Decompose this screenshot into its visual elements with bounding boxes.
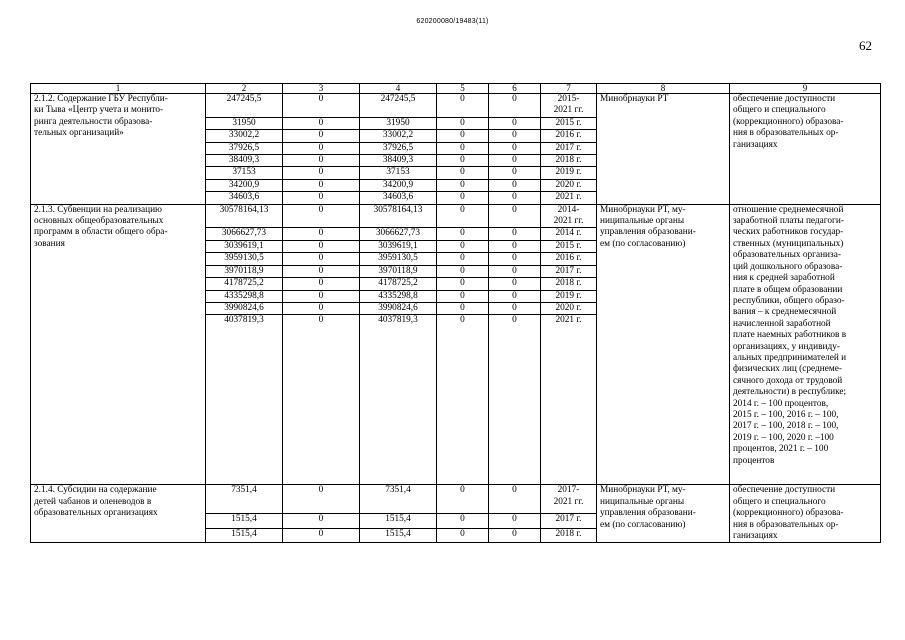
period-line: 2017 г.	[555, 513, 582, 524]
result-line: общего и специального	[733, 496, 826, 507]
value-cell-c5: 0	[437, 228, 489, 240]
value-cell-c3: 0	[283, 240, 360, 252]
value-cell-c5: 0	[437, 130, 489, 142]
value-cell-c4: 3990824,6	[360, 302, 437, 314]
value-cell-c5: 0	[437, 192, 489, 204]
value-cell-c6: 0	[489, 278, 541, 290]
result-line: (коррекционного) образова-	[733, 116, 844, 127]
header-cell-4: 4	[360, 84, 437, 94]
value-cell-c6: 0	[489, 265, 541, 277]
value-cell-c2: 33002,2	[206, 130, 283, 142]
item-title-line: тельных организаций»	[34, 128, 124, 139]
value-cell-c3: 0	[283, 192, 360, 204]
value-cell-c2: 3039619,1	[206, 240, 283, 252]
value-cell-c6: 0	[489, 228, 541, 240]
value-cell-c3: 0	[283, 290, 360, 302]
period-line: 2014 г.	[555, 228, 582, 239]
value-cell-c2: 30578164,13	[206, 204, 283, 228]
value-cell-c4: 247245,5	[360, 94, 437, 118]
item-title-line: 2.1.2. Содержание ГБУ Республи-	[34, 94, 168, 104]
value-cell-c4: 3970118,9	[360, 265, 437, 277]
page-number: 62	[859, 38, 872, 53]
header-cell-3: 3	[283, 84, 360, 94]
period-cell	[541, 528, 597, 543]
period-cell	[541, 155, 597, 167]
result-line: ганизациях	[733, 530, 778, 541]
item-title-cell	[31, 204, 206, 485]
value-cell-c6: 0	[489, 94, 541, 118]
period-cell	[541, 240, 597, 252]
value-cell-c3: 0	[283, 513, 360, 528]
period-cell	[541, 315, 597, 485]
value-cell-c4: 37926,5	[360, 142, 437, 154]
value-cell-c5: 0	[437, 94, 489, 118]
result-line: отношение среднемесячной	[733, 204, 844, 215]
value-cell-c2: 1515,4	[206, 528, 283, 543]
period-line: 2019 г.	[555, 290, 582, 301]
result-cell	[730, 94, 881, 205]
value-cell-c3: 0	[283, 179, 360, 191]
result-line: 2015 г. – 100, 2016 г. – 100,	[733, 409, 839, 420]
value-cell-c3: 0	[283, 117, 360, 129]
value-cell-c2: 247245,5	[206, 94, 283, 118]
item-title-line: детей чабанов и оленеводов в	[34, 496, 152, 507]
value-cell-c6: 0	[489, 513, 541, 528]
value-cell-c2: 3970118,9	[206, 265, 283, 277]
result-line: общего и специального	[733, 105, 826, 116]
item-title-line: зования	[34, 238, 65, 249]
result-line: 2014 г. – 100 процентов,	[733, 398, 829, 409]
period-line: 2021 г.	[555, 192, 582, 203]
executor-line: управления образовани-	[600, 508, 696, 519]
period-cell	[541, 142, 597, 154]
value-cell-c3: 0	[283, 204, 360, 228]
period-cell	[541, 117, 597, 129]
value-cell-c2: 31950	[206, 117, 283, 129]
period-line: 2015-	[557, 94, 580, 104]
value-cell-c4: 30578164,13	[360, 204, 437, 228]
period-line: 2021 гг.	[553, 496, 584, 507]
value-cell-c2: 38409,3	[206, 155, 283, 167]
value-cell-c2: 34603,6	[206, 192, 283, 204]
value-cell-c5: 0	[437, 253, 489, 265]
executor-line: ниципальные органы	[600, 216, 685, 227]
value-cell-c5: 0	[437, 117, 489, 129]
period-line: 2021 гг.	[553, 216, 584, 227]
value-cell-c3: 0	[283, 315, 360, 485]
period-line: 2015 г.	[555, 117, 582, 128]
value-cell-c5: 0	[437, 315, 489, 485]
period-cell	[541, 290, 597, 302]
executor-cell	[597, 94, 730, 205]
value-cell-c6: 0	[489, 192, 541, 204]
value-cell-c6: 0	[489, 290, 541, 302]
period-line: 2018 г.	[555, 528, 582, 539]
value-cell-c5: 0	[437, 179, 489, 191]
value-cell-c4: 31950	[360, 117, 437, 129]
value-cell-c3: 0	[283, 485, 360, 513]
item-title-line: ринга деятельности образова-	[34, 116, 153, 127]
value-cell-c6: 0	[489, 167, 541, 179]
header-cell-5: 5	[437, 84, 489, 94]
document-id: 620200080/19483(11)	[416, 18, 489, 25]
value-cell-c4: 3066627,73	[360, 228, 437, 240]
period-cell	[541, 94, 597, 118]
period-cell	[541, 192, 597, 204]
period-line: 2020 г.	[555, 302, 582, 313]
period-line: 2019 г.	[555, 167, 582, 178]
header-cell-2: 2	[206, 84, 283, 94]
value-cell-c3: 0	[283, 265, 360, 277]
value-cell-c4: 3039619,1	[360, 240, 437, 252]
value-cell-c6: 0	[489, 204, 541, 228]
result-line: сячного дохода от трудовой	[733, 375, 843, 386]
period-line: 2018 г.	[555, 278, 582, 289]
item-title-line: образовательных организациях	[34, 508, 158, 519]
value-cell-c3: 0	[283, 142, 360, 154]
value-cell-c2: 4335298,8	[206, 290, 283, 302]
item-title-line: основных общеобразовательных	[34, 216, 164, 227]
result-cell	[730, 485, 881, 543]
executor-line: Минобрнауки РТ	[600, 94, 669, 104]
value-cell-c6: 0	[489, 142, 541, 154]
period-cell	[541, 265, 597, 277]
result-line: организациях, у индивиду-	[733, 341, 840, 352]
value-cell-c5: 0	[437, 278, 489, 290]
value-cell-c2: 7351,4	[206, 485, 283, 513]
value-cell-c2: 3990824,6	[206, 302, 283, 314]
value-cell-c5: 0	[437, 155, 489, 167]
result-line: плате наемных работников в	[733, 330, 847, 341]
value-cell-c2: 34200,9	[206, 179, 283, 191]
executor-line: Минобрнауки РТ, му-	[600, 485, 686, 496]
result-line: ственных (муниципальных)	[733, 238, 844, 249]
value-cell-c5: 0	[437, 290, 489, 302]
value-cell-c6: 0	[489, 302, 541, 314]
value-cell-c6: 0	[489, 117, 541, 129]
executor-cell	[597, 204, 730, 485]
period-cell	[541, 204, 597, 228]
table-row	[31, 485, 881, 513]
value-cell-c4: 7351,4	[360, 485, 437, 513]
value-cell-c4: 1515,4	[360, 513, 437, 528]
value-cell-c3: 0	[283, 130, 360, 142]
value-cell-c5: 0	[437, 204, 489, 228]
value-cell-c6: 0	[489, 528, 541, 543]
value-cell-c4: 4037819,3	[360, 315, 437, 485]
header-cell-1: 1	[31, 84, 206, 94]
table-body	[31, 84, 881, 543]
result-line: 2019 г. – 100, 2020 г. –100	[733, 432, 834, 443]
result-line: альных предпринимателей и	[733, 352, 847, 363]
period-cell	[541, 278, 597, 290]
value-cell-c3: 0	[283, 302, 360, 314]
item-title-line: ки Тыва «Центр учета и монито-	[34, 105, 164, 116]
value-cell-c3: 0	[283, 94, 360, 118]
result-line: физических лиц (среднеме-	[733, 364, 842, 375]
value-cell-c4: 38409,3	[360, 155, 437, 167]
header-cell-8: 8	[597, 84, 730, 94]
executor-line: ем (по согласованию)	[600, 519, 686, 530]
value-cell-c6: 0	[489, 179, 541, 191]
value-cell-c5: 0	[437, 485, 489, 513]
table-row	[31, 94, 881, 118]
value-cell-c5: 0	[437, 265, 489, 277]
value-cell-c3: 0	[283, 253, 360, 265]
value-cell-c3: 0	[283, 528, 360, 543]
value-cell-c3: 0	[283, 278, 360, 290]
value-cell-c3: 0	[283, 167, 360, 179]
value-cell-c2: 3066627,73	[206, 228, 283, 240]
result-line: вания – к среднемесячной	[733, 307, 837, 318]
result-line: заработной платы педагоги-	[733, 216, 844, 227]
header-cell-9: 9	[730, 84, 881, 94]
result-line: ния в образовательных ор-	[733, 128, 839, 139]
result-line: (коррекционного) образова-	[733, 508, 844, 519]
result-line: обеспечение доступности	[733, 485, 836, 496]
period-line: 2015 г.	[555, 240, 582, 251]
value-cell-c2: 4037819,3	[206, 315, 283, 485]
result-line: ния к средней заработной	[733, 273, 835, 284]
header-cell-6: 6	[489, 84, 541, 94]
result-line: деятельности) в республике;	[733, 387, 847, 398]
result-line: ганизациях	[733, 139, 778, 150]
item-title-line: 2.1.4. Субсидии на содержание	[34, 485, 157, 496]
header-row	[31, 84, 881, 94]
value-cell-c6: 0	[489, 155, 541, 167]
period-cell	[541, 179, 597, 191]
value-cell-c2: 37153	[206, 167, 283, 179]
value-cell-c2: 37926,5	[206, 142, 283, 154]
item-title-cell	[31, 485, 206, 543]
result-line: начисленной заработной	[733, 318, 831, 329]
value-cell-c4: 33002,2	[360, 130, 437, 142]
item-title-line: программ в области общего обра-	[34, 227, 168, 238]
result-line: ческих работников государ-	[733, 227, 844, 238]
period-line: 2018 г.	[555, 155, 582, 166]
period-line: 2017-	[557, 485, 580, 496]
period-line: 2016 г.	[555, 253, 582, 264]
period-cell	[541, 130, 597, 142]
result-line: плате в общем образовании	[733, 284, 843, 295]
result-line: ций дошкольного образова-	[733, 261, 843, 272]
value-cell-c3: 0	[283, 228, 360, 240]
value-cell-c2: 4178725,2	[206, 278, 283, 290]
value-cell-c3: 0	[283, 155, 360, 167]
table-row	[31, 204, 881, 228]
result-line: 2017 г. – 100, 2018 г. – 100,	[733, 421, 839, 432]
result-cell	[730, 204, 881, 485]
result-line: республики, общего образо-	[733, 295, 845, 306]
result-line: обеспечение доступности	[733, 94, 836, 104]
period-line: 2017 г.	[555, 265, 582, 276]
value-cell-c5: 0	[437, 302, 489, 314]
period-cell	[541, 228, 597, 240]
value-cell-c5: 0	[437, 142, 489, 154]
executor-line: управления образовани-	[600, 227, 696, 238]
value-cell-c2: 3959130,5	[206, 253, 283, 265]
value-cell-c6: 0	[489, 253, 541, 265]
period-cell	[541, 167, 597, 179]
period-line: 2014-	[557, 204, 580, 215]
program-table	[30, 83, 881, 543]
value-cell-c6: 0	[489, 130, 541, 142]
value-cell-c4: 4335298,8	[360, 290, 437, 302]
value-cell-c6: 0	[489, 240, 541, 252]
result-line: процентов, 2021 г. – 100	[733, 444, 829, 455]
value-cell-c5: 0	[437, 240, 489, 252]
item-title-line: 2.1.3. Субвенции на реализацию	[34, 204, 162, 215]
period-line: 2020 г.	[555, 179, 582, 190]
result-line: ния в образовательных ор-	[733, 519, 839, 530]
executor-line: ниципальные органы	[600, 496, 685, 507]
period-line: 2016 г.	[555, 130, 582, 141]
item-title-cell	[31, 94, 206, 205]
period-line: 2021 г.	[555, 315, 582, 326]
executor-line: Минобрнауки РТ, му-	[600, 204, 686, 215]
value-cell-c4: 3959130,5	[360, 253, 437, 265]
value-cell-c6: 0	[489, 485, 541, 513]
period-line: 2021 гг.	[553, 105, 584, 116]
value-cell-c4: 34200,9	[360, 179, 437, 191]
period-cell	[541, 485, 597, 513]
value-cell-c5: 0	[437, 528, 489, 543]
value-cell-c4: 4178725,2	[360, 278, 437, 290]
period-cell	[541, 302, 597, 314]
value-cell-c2: 1515,4	[206, 513, 283, 528]
header-cell-7: 7	[541, 84, 597, 94]
value-cell-c5: 0	[437, 513, 489, 528]
executor-cell	[597, 485, 730, 543]
value-cell-c4: 37153	[360, 167, 437, 179]
period-cell	[541, 253, 597, 265]
value-cell-c5: 0	[437, 167, 489, 179]
period-cell	[541, 513, 597, 528]
result-line: процентов	[733, 455, 775, 466]
result-line: образовательных организа-	[733, 250, 841, 261]
executor-line: ем (по согласованию)	[600, 238, 686, 249]
value-cell-c4: 1515,4	[360, 528, 437, 543]
value-cell-c4: 34603,6	[360, 192, 437, 204]
period-line: 2017 г.	[555, 142, 582, 153]
value-cell-c6: 0	[489, 315, 541, 485]
